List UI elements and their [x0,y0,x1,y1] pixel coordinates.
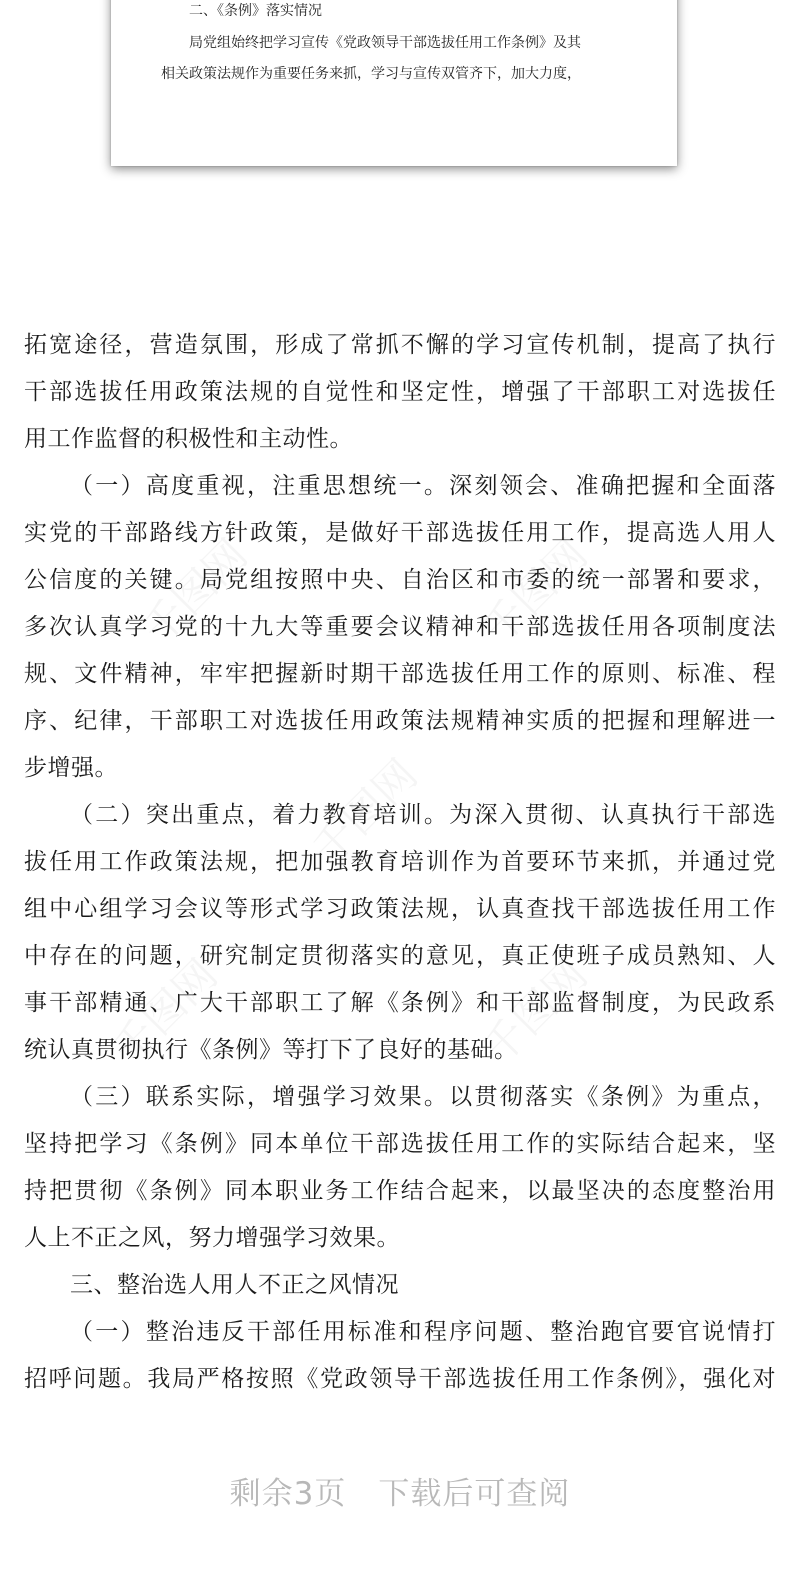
paragraph-start-line: （一）高度重视，注重思想统一。深刻领会、准确把握和全面落 [70,473,776,499]
text-line: 坚持把学习《条例》同本单位干部选拔任用工作的实际结合起来，坚 [24,1131,776,1157]
text-line: 中存在的问题，研究制定贯彻落实的意见，真正使班子成员熟知、人 [24,943,776,969]
document-body [24,322,776,1403]
preview-page-card [111,0,677,166]
text-line: 规、文件精神，牢牢把握新时期干部选拔任用工作的原则、标准、程 [24,661,776,687]
paragraph-start-line: （一）整治违反干部任用标准和程序问题、整治跑官要官说情打 [70,1319,776,1345]
watermark: 千图网 [302,749,427,874]
text-line: 用工作监督的积极性和主动性。 [24,426,353,452]
text-line: 招呼问题。我局严格按照《党政领导干部选拔任用工作条例》，强化对 [24,1366,776,1392]
text-line: 拓宽途径，营造氛围，形成了常抓不懈的学习宣传机制，提高了执行 [24,332,776,358]
watermark: 千图网 [472,529,597,654]
watermark: 千图网 [472,949,597,1074]
text-line: 实党的干部路线方针政策，是做好干部选拔任用工作，提高选人用人 [24,520,776,546]
section-heading: 三、整治选人用人不正之风情况 [70,1272,399,1298]
remaining-pages-notice: 剩余3页 下载后可查阅 [229,1476,571,1512]
text-line: 序、纪律，干部职工对选拔任用政策法规精神实质的把握和理解进一 [24,708,776,734]
text-line: 持把贯彻《条例》同本职业务工作结合起来，以最坚决的态度整治用 [24,1178,776,1204]
text-line: 事干部精通、广大干部职工了解《条例》和干部监督制度，为民政系 [24,990,776,1016]
text-line: 人上不正之风，努力增强学习效果。 [24,1225,400,1251]
text-line: 公信度的关键。局党组按照中央、自治区和市委的统一部署和要求， [24,567,776,593]
paragraph-start-line: （三）联系实际，增强学习效果。以贯彻落实《条例》为重点， [70,1084,776,1110]
paragraph-start-line: （二）突出重点，着力教育培训。为深入贯彻、认真执行干部选 [70,802,776,828]
watermark: 千图网 [132,529,257,654]
text-line: 统认真贯彻执行《条例》等打下了良好的基础。 [24,1037,518,1063]
preview-heading: 二、《条例》落实情况 [189,3,322,19]
text-line: 多次认真学习党的十九大等重要会议精神和干部选拔任用各项制度法 [24,614,776,640]
preview-text-line: 相关政策法规作为重要任务来抓，学习与宣传双管齐下，加大力度， [161,66,581,82]
text-line: 干部选拔任用政策法规的自觉性和坚定性，增强了干部职工对选拔任 [24,379,776,405]
watermark: 千图网 [102,949,227,1074]
text-line: 步增强。 [24,755,118,781]
text-line: 组中心组学习会议等形式学习政策法规，认真查找干部选拔任用工作 [24,896,776,922]
text-line: 拔任用工作政策法规，把加强教育培训作为首要环节来抓，并通过党 [24,849,776,875]
preview-text-line: 局党组始终把学习宣传《党政领导干部选拔任用工作条例》及其 [189,35,581,51]
